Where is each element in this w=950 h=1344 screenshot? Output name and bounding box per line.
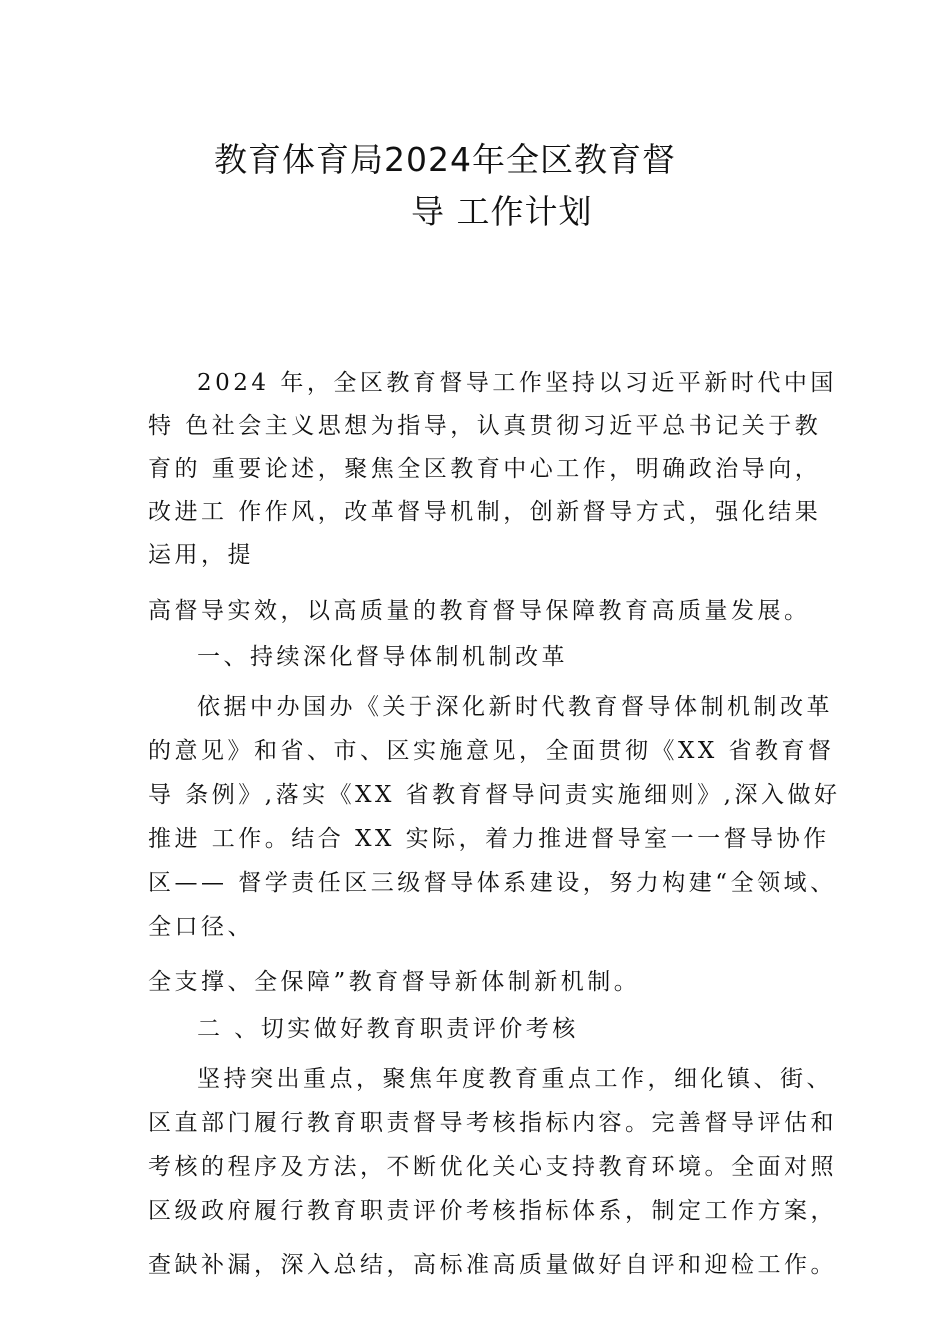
body-line: 区—— 督学责任区三级督导体系建设，努力构建“全领域、 xyxy=(148,870,837,896)
body-line: 导 条例》,落实《XX 省教育督导问责实施细则》,深入做好 xyxy=(148,782,841,808)
document-title-line-1: 教育体育局2024年全区教育督 xyxy=(214,140,676,179)
section-heading-1: 一、持续深化督导体制机制改革 xyxy=(197,644,568,670)
body-line: 区直部门履行教育职责督导考核指标内容。完善督导评估和 xyxy=(148,1110,837,1136)
body-line: 区级政府履行教育职责评价考核指标体系，制定工作方案， xyxy=(148,1198,837,1224)
body-line: 育的 重要论述，聚焦全区教育中心工作，明确政治导向， xyxy=(148,456,822,482)
body-line: 全支撑、全保障”教育督导新体制新机制。 xyxy=(148,969,641,995)
body-line: 的意见》和省、市、区实施意见，全面贯彻《XX 省教育督 xyxy=(148,738,835,764)
body-line: 全口径、 xyxy=(148,914,254,940)
body-line: 运用，提 xyxy=(148,542,254,568)
body-line: 2024 年，全区教育督导工作坚持以习近平新时代中国 xyxy=(197,370,837,396)
section-heading-2: 二 、切实做好教育职责评价考核 xyxy=(197,1016,579,1042)
body-line: 查缺补漏，深入总结，高标准高质量做好自评和迎检工作。 xyxy=(148,1252,837,1278)
body-line: 高督导实效，以高质量的教育督导保障教育高质量发展。 xyxy=(148,598,811,624)
body-line: 推进 工作。结合 XX 实际，着力推进督导室一一督导协作 xyxy=(148,826,830,852)
body-line: 坚持突出重点，聚焦年度教育重点工作，细化镇、街、 xyxy=(197,1066,833,1092)
document-title-line-2: 导 工作计划 xyxy=(411,192,593,231)
body-line: 考核的程序及方法，不断优化关心支持教育环境。全面对照 xyxy=(148,1154,837,1180)
body-line: 改进工 作作风，改革督导机制，创新督导方式，强化结果 xyxy=(148,499,822,525)
body-line: 特 色社会主义思想为指导，认真贯彻习近平总书记关于教 xyxy=(148,413,822,439)
body-line: 依据中办国办《关于深化新时代教育督导体制机制改革 xyxy=(197,694,833,720)
